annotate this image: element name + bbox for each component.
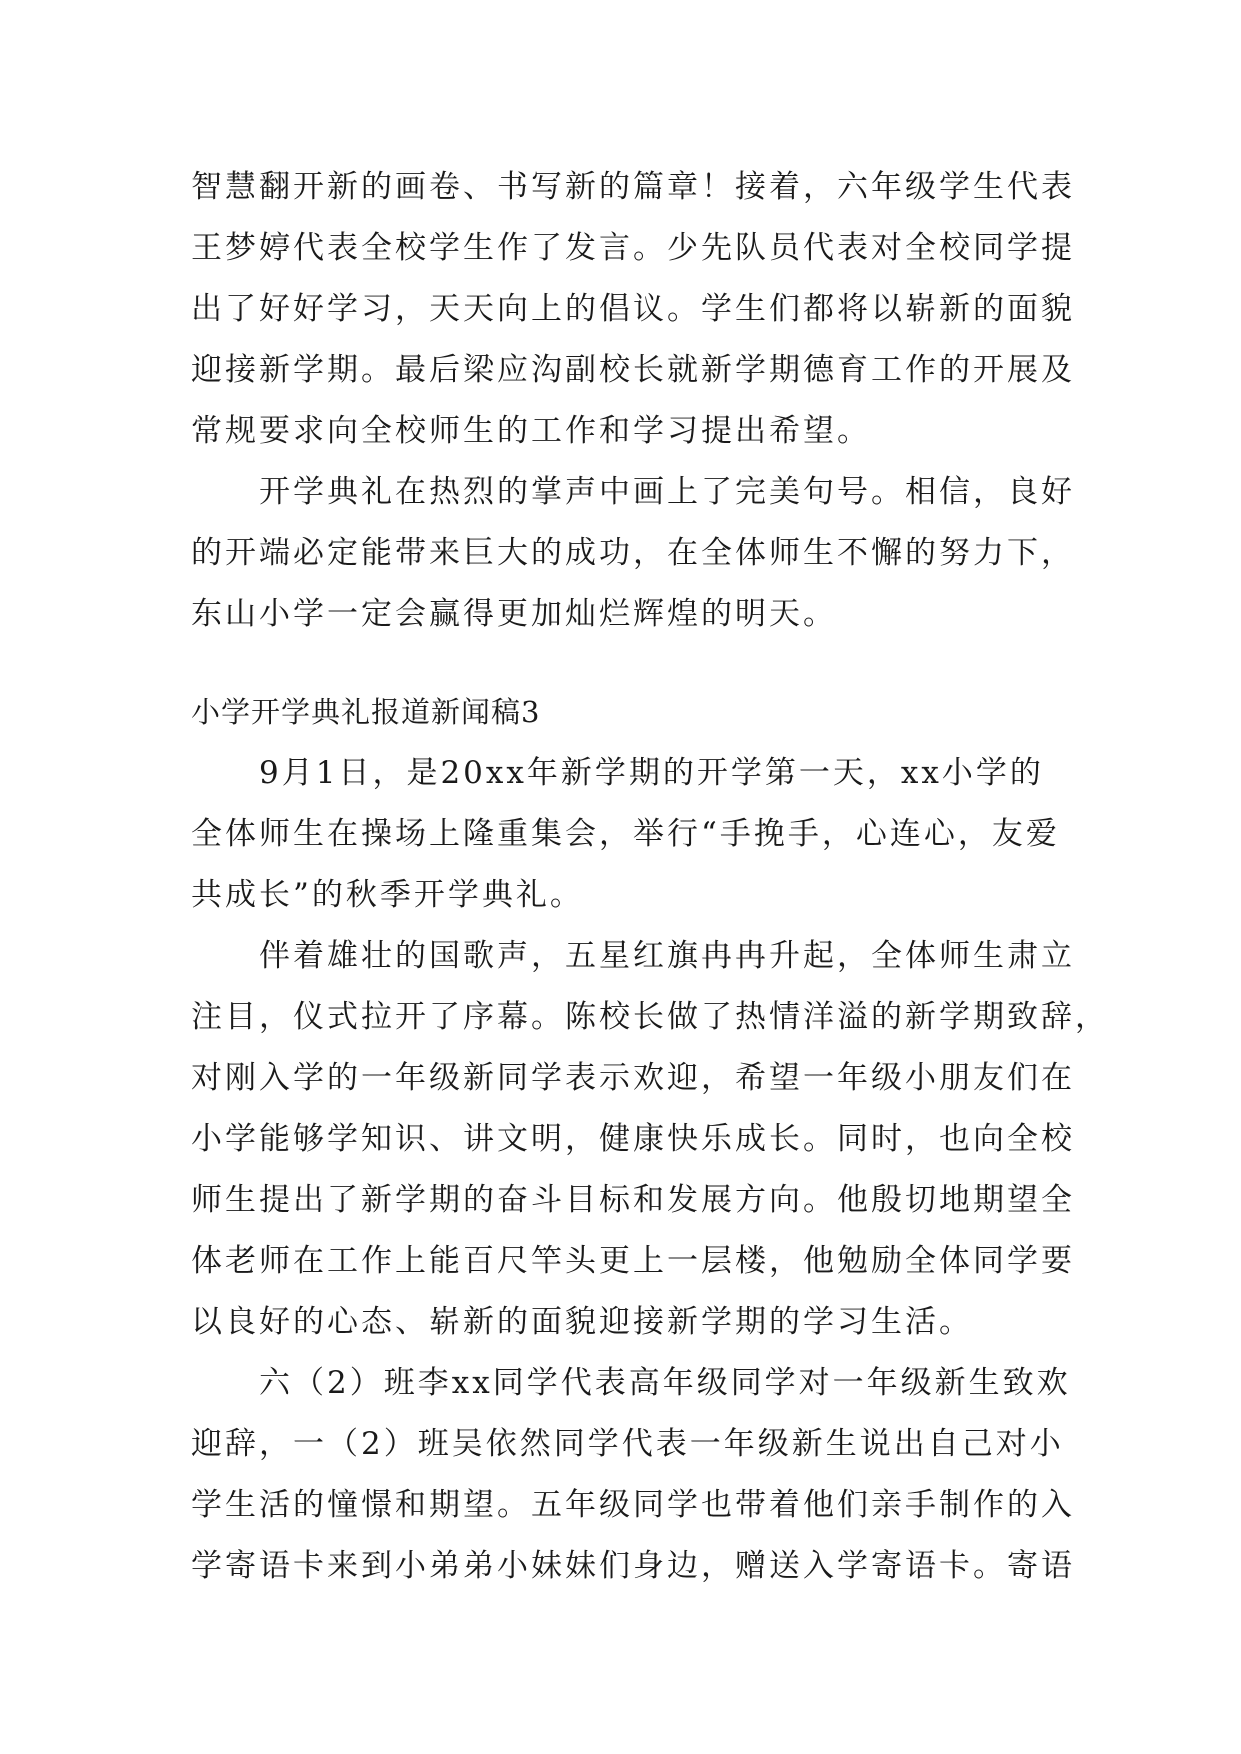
- text-line: 以良好的心态、崭新的面貌迎接新学期的学习生活。: [191, 1304, 973, 1340]
- text-line: 学生活的憧憬和期望。五年级同学也带着他们亲手制作的入: [191, 1487, 1075, 1523]
- text-line: 六（2）班李xx同学代表高年级同学对一年级新生致欢: [191, 1365, 1071, 1401]
- text-line: 小学能够学知识、讲文明，健康快乐成长。同时，也向全校: [191, 1121, 1075, 1157]
- text-line: 王梦婷代表全校学生作了发言。少先队员代表对全校同学提: [191, 230, 1075, 266]
- text-line: 迎接新学期。最后梁应沟副校长就新学期德育工作的开展及: [191, 352, 1075, 388]
- text-line: 的开端必定能带来巨大的成功，在全体师生不懈的努力下，: [191, 535, 1075, 571]
- text-line: 开学典礼在热烈的掌声中画上了完美句号。相信，良好: [191, 474, 1075, 510]
- text-line: 智慧翻开新的画卷、书写新的篇章！接着，六年级学生代表: [191, 169, 1075, 205]
- text-line: 对刚入学的一年级新同学表示欢迎，希望一年级小朋友们在: [191, 1060, 1075, 1096]
- section-title: 小学开学典礼报道新闻稿3: [191, 695, 541, 729]
- text-line: 迎辞，一（2）班吴依然同学代表一年级新生说出自己对小: [191, 1426, 1064, 1462]
- text-line: 全体师生在操场上隆重集会，举行“手挽手，心连心，友爱: [191, 816, 1060, 852]
- text-line: 师生提出了新学期的奋斗目标和发展方向。他殷切地期望全: [191, 1182, 1075, 1218]
- text-line: 东山小学一定会赢得更加灿烂辉煌的明天。: [191, 596, 837, 632]
- text-line: 共成长”的秋季开学典礼。: [191, 877, 584, 913]
- article-body: [191, 743, 1109, 1597]
- text-line: 体老师在工作上能百尺竿头更上一层楼，他勉励全体同学要: [191, 1243, 1075, 1279]
- text-line: 9月1日，是20xx年新学期的开学第一天，xx小学的: [191, 755, 1044, 791]
- text-line: 注目，仪式拉开了序幕。陈校长做了热情洋溢的新学期致辞，: [191, 999, 1109, 1035]
- text-line: 学寄语卡来到小弟弟小妹妹们身边，赠送入学寄语卡。寄语: [191, 1548, 1075, 1584]
- text-line: 伴着雄壮的国歌声，五星红旗冉冉升起，全体师生肃立: [191, 938, 1075, 974]
- text-line: 常规要求向全校师生的工作和学习提出希望。: [191, 413, 871, 449]
- intro-paragraphs: [191, 157, 1075, 645]
- text-line: 出了好好学习，天天向上的倡议。学生们都将以崭新的面貌: [191, 291, 1075, 327]
